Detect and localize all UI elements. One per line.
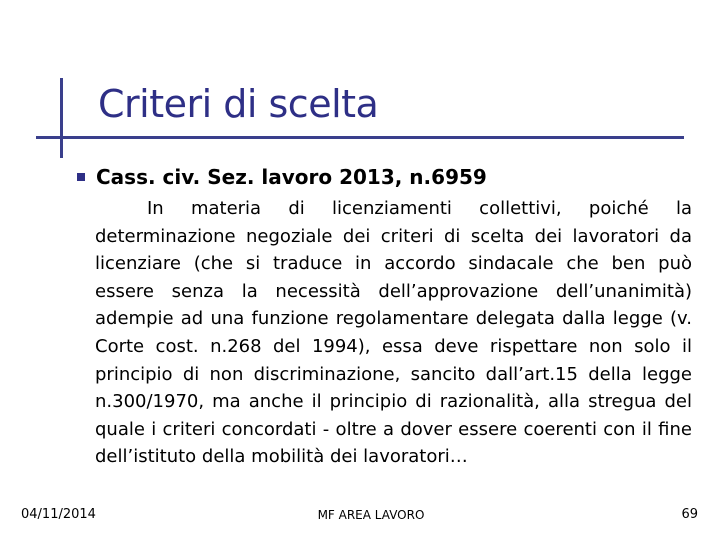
page-number: 69 (681, 507, 698, 522)
title-horizontal-rule (36, 136, 684, 139)
title-vertical-rule (60, 78, 63, 158)
bullet-heading: Cass. civ. Sez. lavoro 2013, n.6959 (96, 165, 487, 189)
slide-title: Criteri di scelta (98, 82, 379, 126)
footer-center-label: MF AREA LAVORO (317, 508, 425, 522)
footer-date: 04/11/2014 (21, 507, 96, 522)
square-bullet-icon (77, 173, 85, 181)
body-paragraph: In materia di licenziamenti collettivi, poiché la determinazione negoziale dei criteri di scelta dei lavoratori da licenziare (che si traduce in accordo sindacale che ben può essere senza la necessità dell’approvazione dell’unanimità) adempie ad una funzione regolamentare delegata dalla legge (v. Corte cost. n.268 del 1994), essa deve rispettare non solo il principio di non discriminazione, sancito dall’art.15 della legge n.300/1970, ma anche il principio di razionalità, alla stregua del quale i criteri concordati - oltre a dover essere coerenti con il fine dell’istituto della mobilità dei lavoratori… (95, 198, 692, 468)
